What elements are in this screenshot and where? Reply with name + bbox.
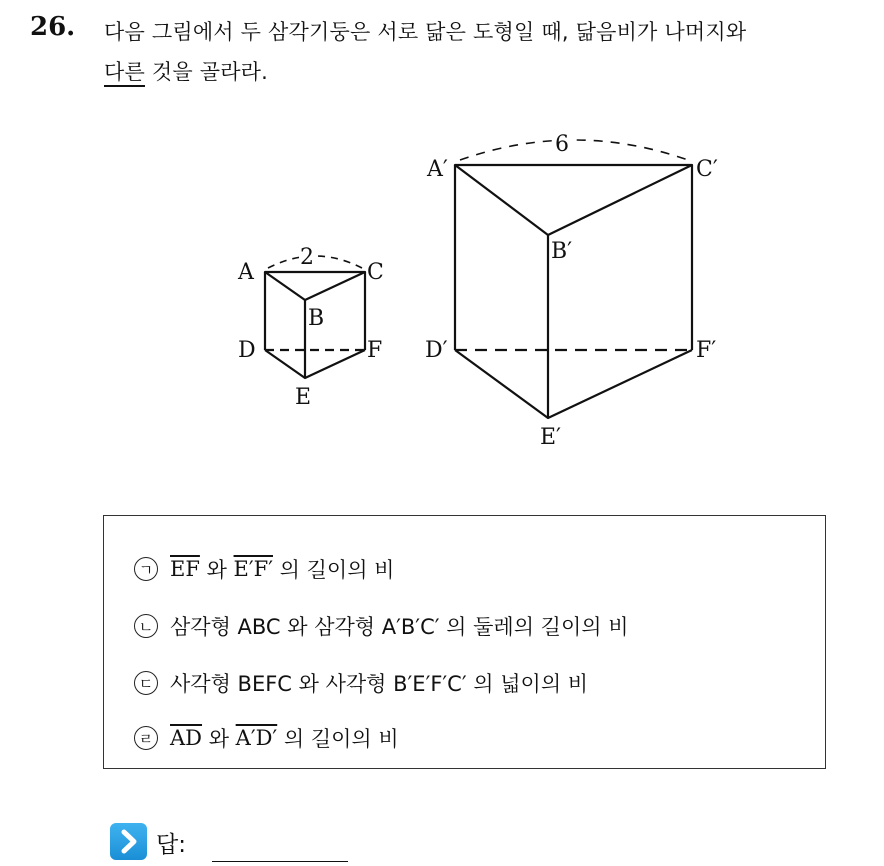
question-number: 26. bbox=[30, 12, 76, 42]
large-top-triangle bbox=[455, 165, 692, 235]
vertex-label-C-prime: C′ bbox=[696, 157, 718, 182]
large-edge-label: 6 bbox=[555, 132, 569, 157]
large-prism bbox=[455, 140, 692, 418]
choice-1[interactable] bbox=[134, 554, 394, 584]
choice-marker: ㄹ bbox=[134, 726, 158, 750]
vertex-label-D: D bbox=[238, 338, 256, 363]
choice-3[interactable] bbox=[134, 668, 588, 698]
vertex-label-A: A bbox=[238, 260, 254, 285]
vertex-label-E-prime: E′ bbox=[540, 425, 562, 450]
choice-connector: 와 bbox=[199, 558, 234, 582]
segment-A-prime-D-prime: A′D′ bbox=[235, 726, 278, 750]
choice-4[interactable] bbox=[134, 723, 399, 753]
vertex-label-A-prime: A′ bbox=[427, 157, 448, 182]
vertex-label-F: F bbox=[367, 338, 383, 363]
choice-tail: 의 길이의 비 bbox=[272, 558, 395, 582]
vertex-label-E: E bbox=[295, 385, 312, 410]
choice-connector: 와 bbox=[202, 727, 236, 751]
underlined-word: 다른 bbox=[104, 60, 145, 84]
answer-label: 답: bbox=[156, 832, 186, 858]
large-bottom-edges bbox=[455, 350, 692, 418]
segment-AD: $\overline{AD}$ bbox=[170, 726, 203, 750]
vertex-label-F-prime: F′ bbox=[696, 338, 717, 363]
choice-marker: ㄷ bbox=[134, 671, 158, 695]
vertex-label-B: B bbox=[308, 306, 325, 331]
small-bottom-edges bbox=[265, 350, 365, 378]
choice-marker: ㄴ bbox=[134, 614, 158, 638]
chevron-right-icon bbox=[110, 823, 147, 860]
choice-text: 삼각형 ABC 와 삼각형 A′B′C′ 의 둘레의 길이의 비 bbox=[170, 615, 629, 639]
choice-tail: 의 길이의 비 bbox=[277, 727, 399, 751]
question-text-line1: 다음 그림에서 두 삼각기둥은 서로 닮은 도형일 때, 닮음비가 나머지와 bbox=[104, 20, 747, 44]
choice-marker: ㄱ bbox=[134, 557, 158, 581]
small-edge-label: 2 bbox=[300, 245, 314, 270]
choices-box bbox=[103, 515, 826, 769]
vertex-label-C: C bbox=[367, 260, 384, 285]
vertex-label-D-prime: D′ bbox=[425, 338, 448, 363]
large-dimension-arc bbox=[460, 140, 688, 160]
vertex-label-B-prime: B′ bbox=[551, 239, 573, 264]
segment-EF: $\overline{EF}$ bbox=[170, 557, 200, 581]
choice-text: 사각형 BEFC 와 사각형 B′E′F′C′ 의 넓이의 비 bbox=[170, 672, 589, 696]
segment-E-prime-F-prime: E′F′ bbox=[233, 557, 273, 581]
answer-input-line[interactable] bbox=[212, 861, 348, 862]
small-top-triangle bbox=[265, 272, 365, 300]
question-text-line2-rest: 것을 골라라. bbox=[144, 60, 269, 84]
choice-2[interactable] bbox=[134, 611, 629, 641]
